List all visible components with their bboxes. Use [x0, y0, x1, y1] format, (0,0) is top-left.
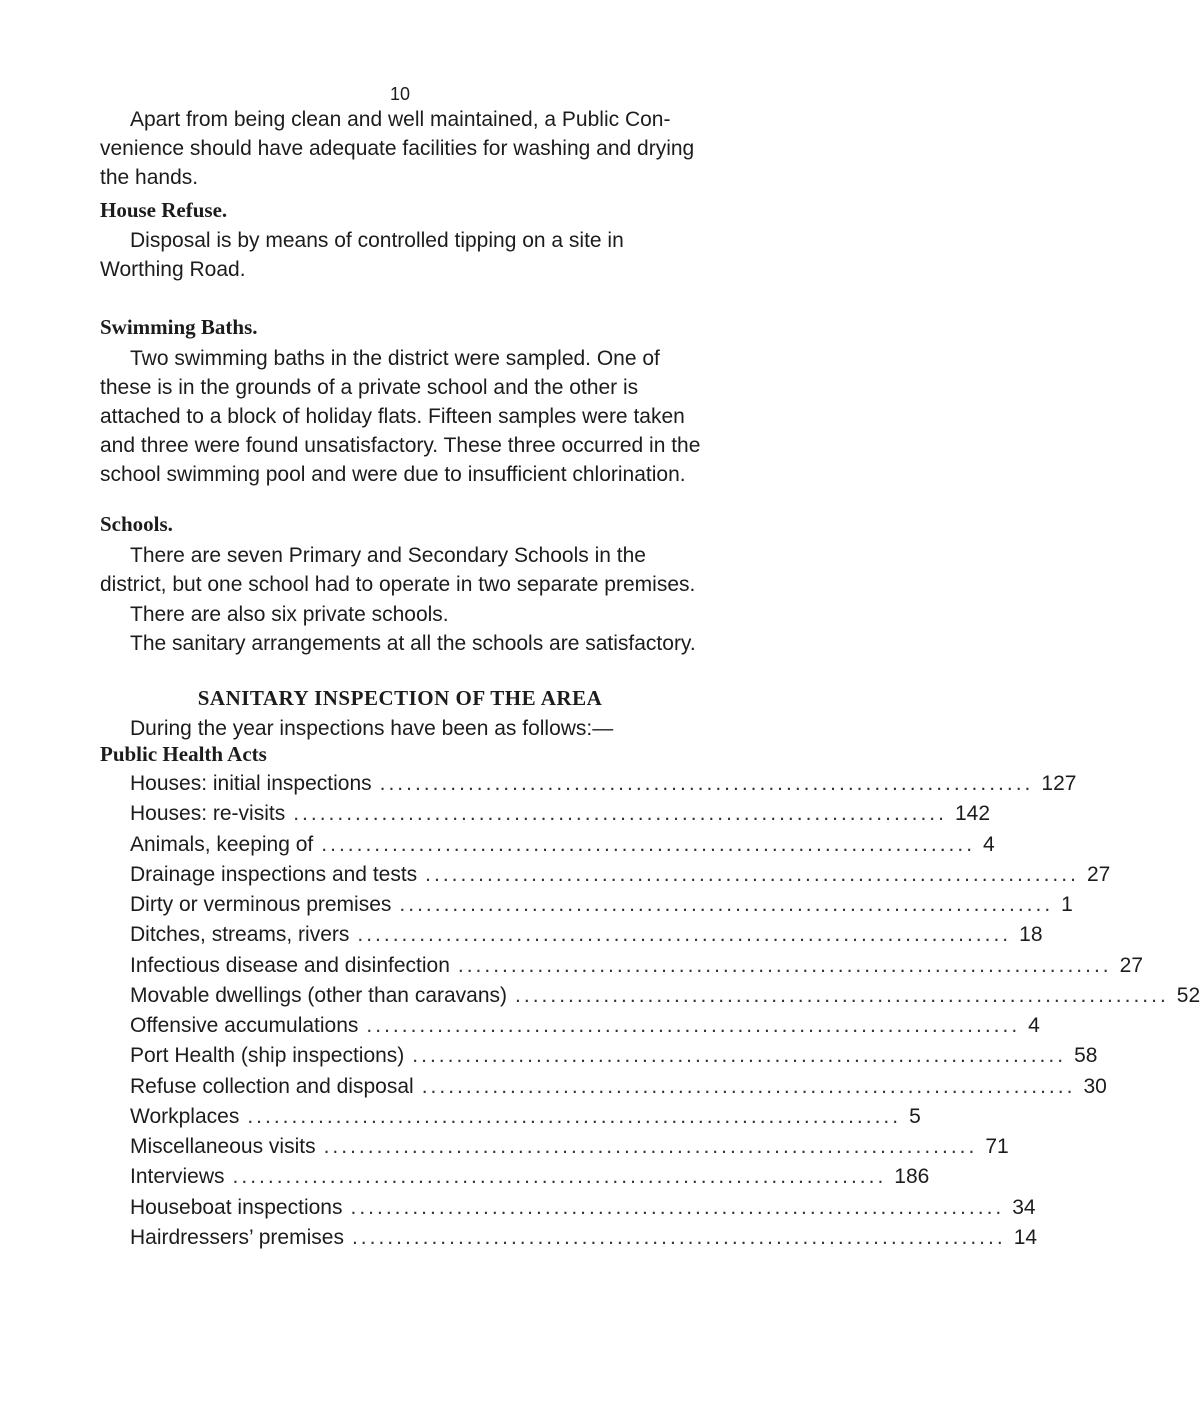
row-label: Workplaces: [130, 1104, 240, 1128]
row-label: Drainage inspections and tests: [130, 862, 418, 886]
table-row: Hairdressers’ premises .......................................................................... 14: [130, 1225, 1038, 1249]
schools-heading: Schools.: [100, 512, 173, 536]
house-refuse-text: Disposal is by means of controlled tipping on a site in Worthing Road.: [100, 229, 624, 281]
row-label: Houseboat inspections: [130, 1195, 343, 1219]
row-label: Movable dwellings (other than caravans): [130, 983, 508, 1007]
intro-paragraph: Apart from being clean and well maintained, a Public Con-venience should have adequate facilities for washing and drying the hands.: [100, 108, 695, 189]
row-label: Miscellaneous visits: [130, 1135, 316, 1158]
table-row: Ditches, streams, rivers .......................................................................... 18: [130, 923, 1043, 947]
row-value: 4: [1028, 1014, 1040, 1037]
row-label: Dirty or verminous premises: [130, 893, 392, 916]
section-title: SANITARY INSPECTION OF THE AREA: [197, 686, 603, 710]
row-value: 5: [909, 1104, 921, 1128]
row-value: 27: [1086, 862, 1111, 886]
row-value: 14: [1013, 1225, 1038, 1249]
table-row: Miscellaneous visits .......................................................................... 71: [130, 1135, 1009, 1158]
row-value: 127: [1041, 772, 1077, 795]
table-row: Port Health (ship inspections) .......................................................................... 58: [130, 1044, 1098, 1068]
row-value: 18: [1019, 923, 1043, 947]
inspection-table: [130, 772, 1200, 1256]
row-value: 71: [985, 1135, 1009, 1158]
table-row: Movable dwellings (other than caravans) .......................................................................... 52: [130, 983, 1200, 1007]
row-value: 142: [954, 802, 991, 826]
page-number: 10: [389, 84, 411, 104]
table-row: Animals, keeping of .......................................................................... 4: [130, 832, 995, 856]
house-refuse-heading: House Refuse.: [100, 198, 228, 222]
table-row: Houses: re-visits .......................................................................... 142: [130, 802, 991, 826]
row-value: 4: [983, 832, 995, 856]
row-value: 27: [1119, 953, 1143, 977]
row-label: Offensive accumulations: [130, 1014, 359, 1037]
row-label: Infectious disease and disinfection: [130, 953, 450, 977]
row-label: Port Health (ship inspections): [130, 1044, 405, 1068]
table-row: Drainage inspections and tests .......................................................................... 27: [130, 862, 1111, 886]
table-row: Interviews .......................................................................... 186: [130, 1165, 930, 1189]
row-label: Animals, keeping of: [130, 832, 314, 856]
swimming-baths-heading: Swimming Baths.: [100, 315, 258, 339]
table-row: Offensive accumulations .......................................................................... 4: [130, 1014, 1040, 1037]
table-row: Houses: initial inspections .......................................................................... 127: [130, 772, 1077, 795]
row-value: 186: [894, 1165, 930, 1189]
row-label: Hairdressers’ premises: [130, 1225, 344, 1249]
inspection-intro: During the year inspections have been as follows:—: [130, 717, 614, 740]
row-label: Interviews: [130, 1165, 225, 1189]
table-row: Houseboat inspections .......................................................................... 34: [130, 1195, 1036, 1219]
row-value: 58: [1074, 1044, 1098, 1068]
row-value: 30: [1083, 1074, 1107, 1098]
row-label: Refuse collection and disposal: [130, 1074, 414, 1098]
row-label: Houses: re-visits: [130, 802, 286, 826]
swimming-baths-text: Two swimming baths in the district were sampled. One of these is in the grounds of a private school and the other is attached to a block of holiday flats. Fifteen samples were taken and three were found unsatisfactory. These three occurred in the school swimming pool and were due to insufficient chlorination.: [100, 347, 701, 486]
schools-paragraph-1: There are seven Primary and Secondary Schools in the district, but one school had to operate in two separate premises.: [100, 544, 696, 596]
schools-paragraph-2: There are also six private schools.: [130, 603, 449, 626]
schools-paragraph-3: The sanitary arrangements at all the schools are satisfactory.: [130, 632, 696, 655]
public-health-acts-subheading: Public Health Acts: [100, 742, 267, 766]
row-label: Houses: initial inspections: [130, 772, 372, 795]
table-row: Dirty or verminous premises .......................................................................... 1: [130, 893, 1073, 916]
row-value: 1: [1061, 893, 1073, 916]
row-value: 52: [1176, 983, 1200, 1007]
row-value: 34: [1012, 1195, 1036, 1219]
table-row: Workplaces .......................................................................... 5: [130, 1104, 921, 1128]
table-row: Infectious disease and disinfection .......................................................................... 27: [130, 953, 1143, 977]
row-label: Ditches, streams, rivers: [130, 923, 350, 947]
table-row: Refuse collection and disposal .......................................................................... 30: [130, 1074, 1107, 1098]
